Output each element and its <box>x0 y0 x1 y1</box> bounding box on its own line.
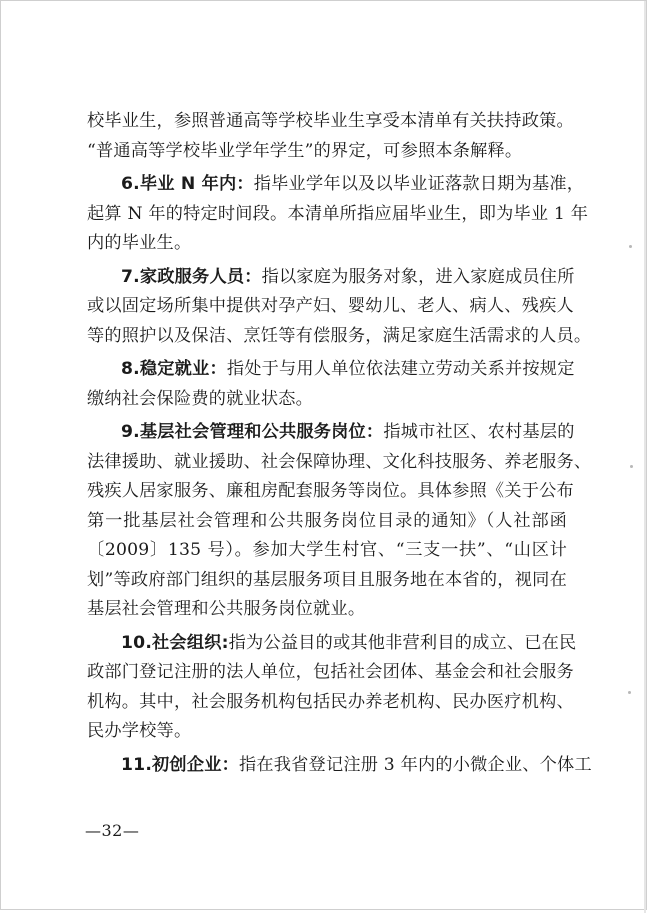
item-7-first-line <box>87 263 575 293</box>
text-line: 校毕业生，参照普通高等学校毕业生享受本清单有关扶持政策。 <box>87 111 574 131</box>
page-number: —32— <box>85 821 140 840</box>
item-8-text: 指处于与用人单位依法建立劳动关系并按规定 <box>226 359 575 379</box>
text-line: 法律援助、就业援助、社会保障协理、文化科技服务、养老服务、 <box>87 451 592 472</box>
page-edge <box>644 1 646 913</box>
text-line: 残疾人居家服务、廉租房配套服务等岗位。具体参照《关于公布 <box>87 481 574 501</box>
text-line: “普通高等学校毕业学年学生”的界定，可参照本条解释。 <box>87 140 523 161</box>
scan-speck <box>628 691 631 694</box>
text-line: 机构。其中，社会服务机构包括民办养老机构、民办医疗机构、 <box>87 691 574 712</box>
item-6-term: 6.毕业 N 年内： <box>121 174 254 194</box>
text-line: 第一批基层社会管理和公共服务岗位目录的通知》（人社部函 <box>87 510 567 531</box>
text-line: 政部门登记注册的法人单位，包括社会团体、基金会和社会服务 <box>87 662 574 682</box>
text-line: 缴纳社会保险费的就业状态。 <box>87 388 314 409</box>
item-6-text: 指毕业学年以及以毕业证落款日期为基准， <box>253 174 585 194</box>
item-8-term: 8.稳定就业： <box>121 359 227 379</box>
item-10-text: 指为公益目的或其他非营利目的成立、已在民 <box>228 632 577 653</box>
item-7-text: 指以家庭为服务对象，进入家庭成员住所 <box>261 266 575 287</box>
text-line: 起算 N 年的特定时间段。本清单所指应届毕业生，即为毕业 1 年 <box>87 203 589 224</box>
document-body <box>87 107 592 780</box>
item-9-term: 9.基层社会管理和公共服务岗位： <box>121 422 384 442</box>
text-line: 划”等政府部门组织的基层服务项目且服务地在本省的，视同在 <box>87 569 567 590</box>
text-line: 基层社会管理和公共服务岗位就业。 <box>87 599 366 619</box>
item-10-first-line <box>87 629 577 659</box>
item-9-first-line <box>87 418 575 448</box>
item-11-first-line <box>87 751 592 781</box>
item-8-first-line <box>87 355 575 385</box>
item-9-text: 指城市社区、农村基层的 <box>383 422 575 442</box>
text-line: 内的毕业生。 <box>87 233 192 253</box>
text-line: 等的照护以及保洁、烹饪等有偿服务，满足家庭生活需求的人员。 <box>87 325 592 346</box>
item-6-first-line <box>87 170 585 200</box>
item-7-term: 7.家政服务人员： <box>121 266 262 287</box>
text-line: 或以固定场所集中提供对孕产妇、婴幼儿、老人、病人、残疾人 <box>87 296 574 316</box>
item-10-term: 10.社会组织: <box>121 632 229 653</box>
item-11-term: 11.初创企业： <box>121 754 239 775</box>
scan-speck <box>629 245 632 248</box>
item-11-text: 指在我省登记注册 3 年内的小微企业、个体工 <box>239 754 592 775</box>
text-line: 〔2009〕135 号）。参加大学生村官、“三支一扶”、“山区计 <box>87 540 567 560</box>
scan-speck <box>630 465 633 468</box>
text-line: 民办学校等。 <box>87 721 192 741</box>
